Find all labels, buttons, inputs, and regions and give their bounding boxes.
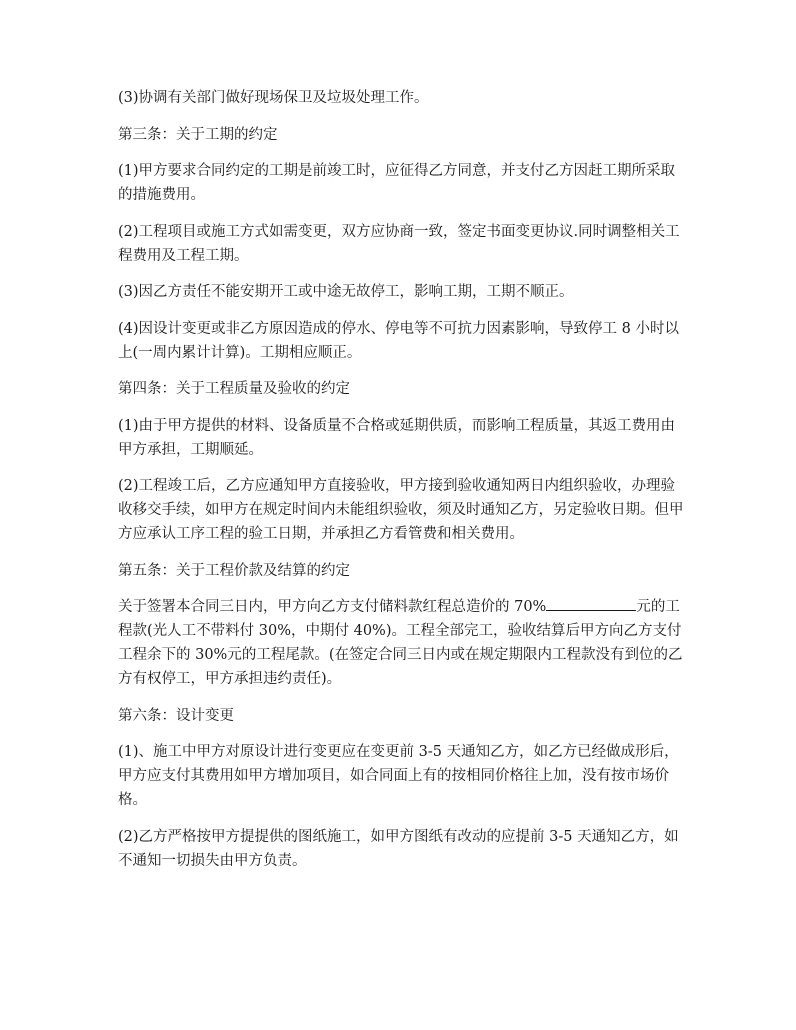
document-page — [118, 86, 684, 885]
article-heading: 第五条：关于工程价款及结算的约定 — [118, 562, 350, 579]
clause-item: (1)、施工中甲方对原设计进行变更应在变更前 3-5 天通知乙方，如乙方已经做成形后，甲方应支付其费用如甲方增加项目，如合同面上有的按相同价格往上加，没有按市场价格。 — [118, 744, 679, 808]
clause-item: (3)因乙方责任不能安期开工或中途无故停工，影响工期，工期不顺正。 — [118, 284, 574, 300]
clause-item: (3)协调有关部门做好现场保卫及垃圾处理工作。 — [118, 90, 429, 106]
payment-clause-start: 关于签署本合同三日内，甲方向乙方支付储料款红程总造价的 70% — [118, 599, 547, 615]
article-heading: 第四条：关于工程质量及验收的约定 — [118, 381, 350, 397]
clause-item: (4)因设计变更或非乙方原因造成的停水、停电等不可抗力因素影响，导致停工 8 小时以上(一周内累计计算)。工期相应顺正。 — [118, 320, 679, 361]
clause-item: (2)乙方严格按甲方提提供的图纸施工，如甲方图纸有改动的应提前 3-5 天通知乙方，如不通知一切损失由甲方负责。 — [118, 828, 679, 869]
payment-clause-rest: 元的工程款(光人工不带料付 30%，中期付 40%)。工程全部完工，验收结算后甲方向乙方支付工程余下的 30%元的工程尾款。(在签定合同三日内或在规定期限内工程款没有到位的乙方有权停工，甲方承担违约责任)。 — [118, 599, 683, 687]
payment-clause — [118, 595, 684, 691]
clause-item: (2)工程竣工后，乙方应通知甲方直接验收，甲方接到验收通知两日内组织验收，办理验收移交手续，如甲方在规定时间内未能组织验收，须及时通知乙方，另定验收日期。但甲方应承认工序工程的验工日期，并承担乙方看管费和相关费用。 — [118, 478, 684, 542]
clause-item: (1)甲方要求合同约定的工期是前竣工时，应征得乙方同意，并支付乙方因赶工期所采取的措施费用。 — [118, 163, 676, 203]
amount-blank-line — [546, 596, 636, 611]
article-heading: 第三条：关于工期的约定 — [118, 126, 278, 143]
clause-item: (1)由于甲方提供的材料、设备质量不合格或延期供质，而影响工程质量，其返工费用由甲方承担，工期顺延。 — [118, 417, 676, 458]
clause-item: (2)工程项目或施工方式如需变更，双方应协商一致，签定书面变更协议.同时调整相关工程费用及工程工期。 — [118, 223, 680, 264]
article-heading: 第六条：设计变更 — [118, 707, 234, 724]
